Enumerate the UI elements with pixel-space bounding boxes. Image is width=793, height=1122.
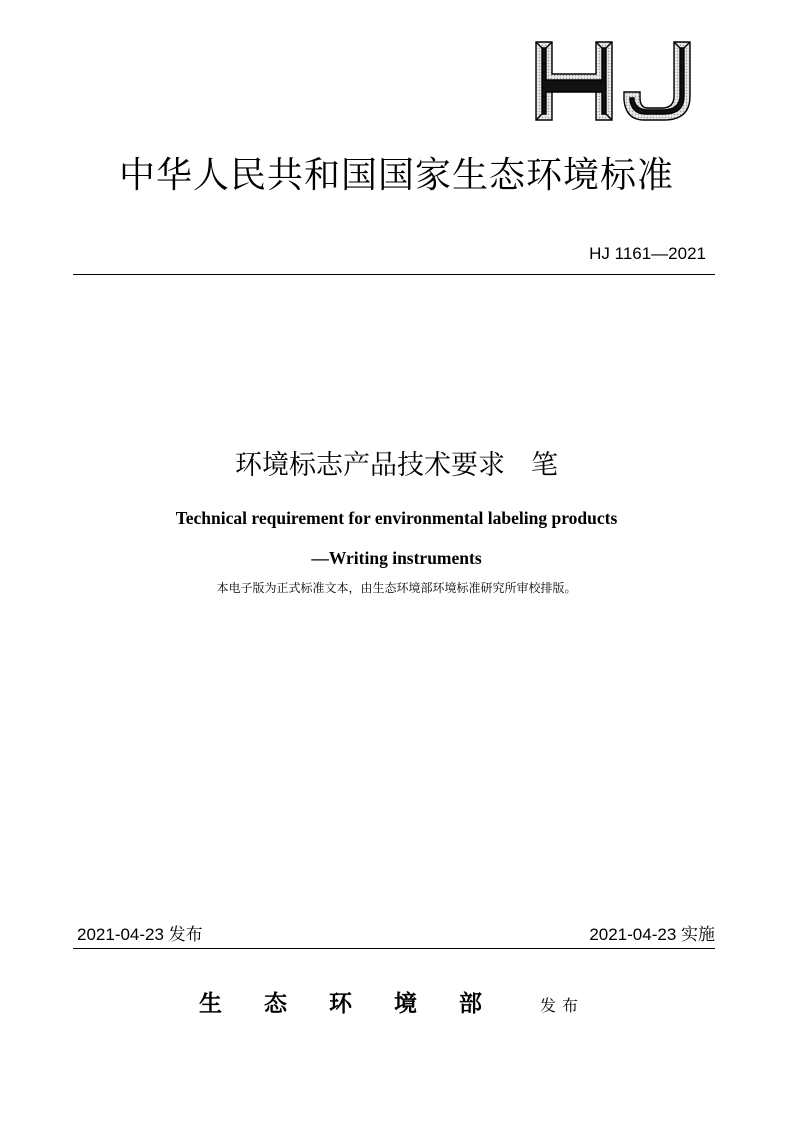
document-title-english: Technical requirement for environmental labeling products [175, 508, 618, 528]
implementation-date: 2021-04-23 实施 [589, 925, 715, 944]
edition-note: 本电子版为正式标准文本，由生态环境部环境标准研究所审校排版。 [216, 581, 577, 595]
top-divider [73, 274, 715, 275]
document-title-chinese [0, 448, 793, 484]
publish-label: 发布 [540, 996, 585, 1015]
standard-number: HJ 1161—2021 [589, 244, 706, 263]
publisher-name: 生态环境部 [199, 990, 524, 1017]
hj-logo [532, 38, 698, 124]
standard-category-title: 中华人民共和国国家生态环境标准 [118, 155, 674, 196]
title-main-chinese: 环境标志产品技术要求 [235, 450, 505, 481]
document-subtitle-english: —Writing instruments [311, 548, 482, 568]
bottom-divider [73, 948, 715, 949]
issue-date: 2021-04-23 发布 [77, 925, 203, 944]
title-sub-chinese: 笔 [531, 450, 558, 481]
hj-logo-mark [532, 38, 698, 124]
